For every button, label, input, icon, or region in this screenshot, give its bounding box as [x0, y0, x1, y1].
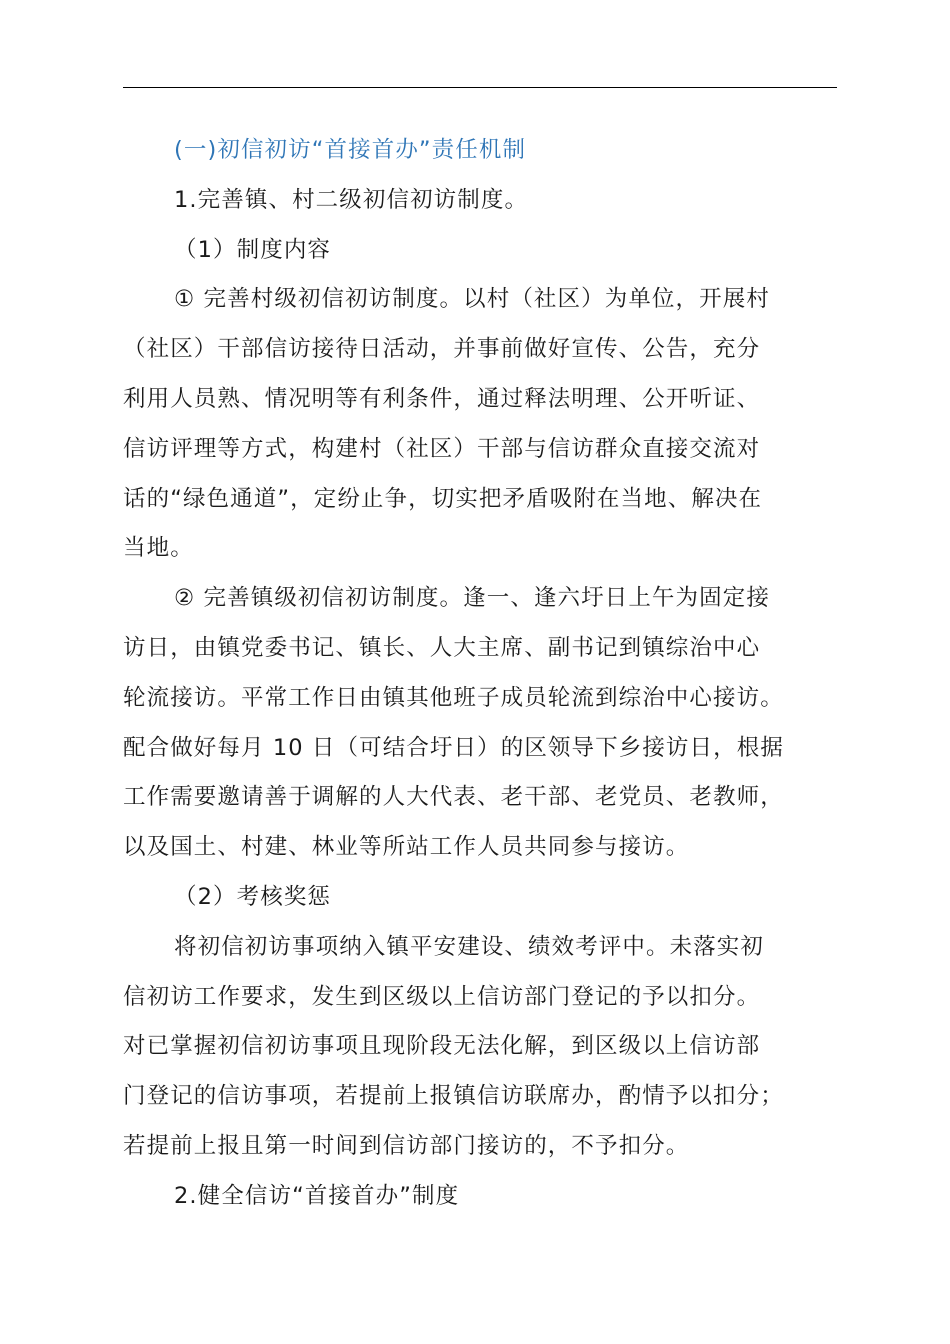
paragraph-line: 将初信初访事项纳入镇平安建设、绩效考评中。未落实初 [174, 933, 765, 960]
paragraph-line: 若提前上报且第一时间到信访部门接访的，不予扣分。 [123, 1132, 690, 1159]
paragraph-line: ② 完善镇级初信初访制度。逢一、逢六圩日上午为固定接 [174, 585, 770, 612]
paragraph-line: 话的“绿色通道”，定纷止争，切实把矛盾吸附在当地、解决在 [123, 485, 763, 512]
subsection-1-title: （1）制度内容 [174, 236, 332, 263]
paragraph-line: 信访评理等方式，构建村（社区）干部与信访群众直接交流对 [123, 435, 761, 462]
header-rule [123, 87, 837, 88]
section-heading: (一)初信初访“首接首办”责任机制 [174, 137, 527, 163]
paragraph-line: 以及国土、村建、林业等所站工作人员共同参与接访。 [123, 834, 690, 861]
paragraph-line: 配合做好每月 10 日（可结合圩日）的区领导下乡接访日，根据 [123, 734, 784, 761]
paragraph-line: 门登记的信访事项，若提前上报镇信访联席办，酌情予以扣分； [123, 1083, 784, 1110]
paragraph-line: 访日，由镇党委书记、镇长、人大主席、副书记到镇综治中心 [123, 634, 761, 661]
paragraph-line: 对已掌握初信初访事项且现阶段无法化解，到区级以上信访部 [123, 1033, 761, 1060]
paragraph-line: 利用人员熟、情况明等有利条件，通过释法明理、公开听证、 [123, 385, 761, 412]
section-2-title: 2.健全信访“首接首办”制度 [174, 1182, 460, 1209]
paragraph-line: 工作需要邀请善于调解的人大代表、老干部、老党员、老教师， [123, 784, 784, 811]
paragraph-line: 信初访工作要求，发生到区级以上信访部门登记的予以扣分。 [123, 983, 761, 1010]
paragraph-line: 轮流接访。平常工作日由镇其他班子成员轮流到综治中心接访。 [123, 684, 784, 711]
paragraph-line: （社区）干部信访接待日活动，并事前做好宣传、公告，充分 [123, 336, 761, 363]
subsection-2-title: （2）考核奖惩 [174, 883, 332, 910]
paragraph-line: 当地。 [123, 535, 194, 562]
paragraph-line: ① 完善村级初信初访制度。以村（社区）为单位，开展村 [174, 286, 770, 313]
section-1-title: 1.完善镇、村二级初信初访制度。 [174, 186, 529, 213]
document-body [123, 126, 863, 1222]
